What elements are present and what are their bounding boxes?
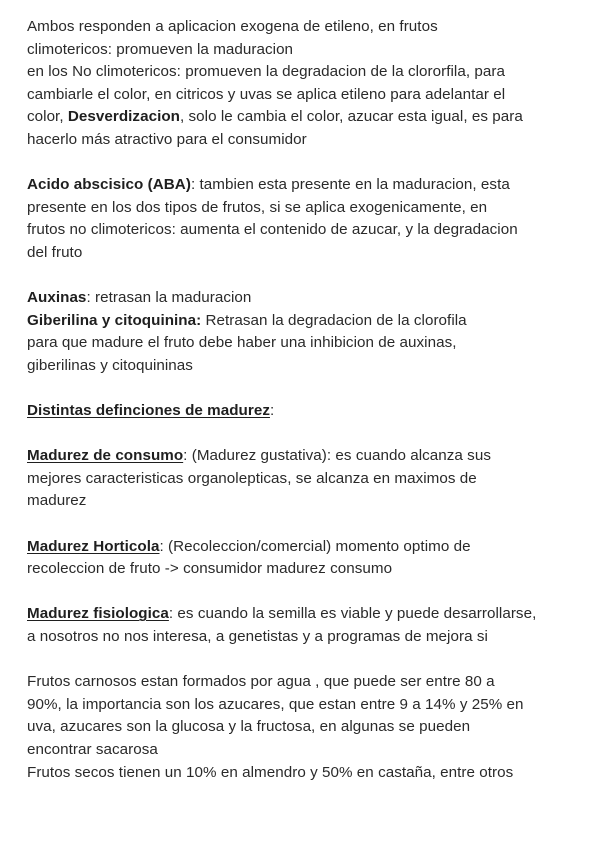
line-text: , solo le cambia el color, azucar esta igual, es para	[180, 108, 523, 126]
text-line	[27, 287, 587, 310]
underlined-bold-term: Distintas definciones de madurez	[27, 402, 270, 420]
text-line	[27, 536, 587, 559]
line-text: : tambien esta presente en la maduracion, esta	[190, 176, 510, 194]
text-line: cambiarle el color, en citricos y uvas se aplica etileno para adelantar el	[27, 85, 506, 103]
text-line: climotericos: promueven la maduracion	[27, 40, 294, 58]
text-line	[27, 603, 587, 626]
line-text: :	[269, 402, 275, 420]
underlined-bold-term: Madurez de consumo	[27, 447, 184, 465]
text-line: para que madure el fruto debe haber una inhibicion de auxinas,	[27, 334, 457, 352]
text-line: del fruto	[27, 243, 83, 261]
blank-line	[27, 265, 587, 288]
text-line: hacerlo más atractivo para el consumidor	[27, 130, 307, 148]
line-text: : (Recoleccion/comercial) momento optimo de	[159, 537, 471, 555]
text-line: a nosotros no nos interesa, a genetistas y a programas de mejora si	[27, 628, 488, 646]
blank-line	[27, 423, 587, 446]
blank-line	[27, 581, 587, 604]
text-line: recoleccion de fruto -> consumidor madurez consumo	[27, 560, 393, 578]
text-line: madurez	[27, 492, 87, 510]
text-line: Frutos carnosos estan formados por agua , que puede ser entre 80 a	[27, 673, 495, 691]
line-text: Retrasan la degradacion de la clorofila	[201, 311, 467, 329]
document-page	[27, 16, 587, 784]
text-line	[27, 174, 587, 197]
bold-term: Acido abscisico (ABA)	[27, 176, 191, 194]
text-line	[27, 310, 587, 333]
line-text: : retrasan la maduracion	[86, 289, 252, 307]
blank-line	[27, 152, 587, 175]
text-line	[27, 400, 587, 423]
text-line: 90%, la importancia son los azucares, que estan entre 9 a 14% y 25% en	[27, 695, 524, 713]
text-line: Ambos responden a aplicacion exogena de etileno, en frutos	[27, 18, 438, 35]
blank-line	[27, 649, 587, 672]
text-line: presente en los dos tipos de frutos, si se aplica exogenicamente, en	[27, 198, 488, 216]
underlined-bold-term: Madurez Horticola	[27, 537, 160, 555]
text-line: Frutos secos tienen un 10% en almendro y 50% en castaña, entre otros	[27, 763, 514, 781]
line-text: color,	[27, 108, 68, 126]
blank-line	[27, 513, 587, 536]
text-line: en los No climotericos: promueven la degradacion de la clororfila, para	[27, 63, 505, 81]
line-text: : (Madurez gustativa): es cuando alcanza sus	[183, 447, 491, 465]
text-line	[27, 445, 587, 468]
bold-term: Desverdizacion	[67, 108, 180, 126]
bold-term: Giberilina y citoquinina:	[27, 311, 202, 329]
line-text: : es cuando la semilla es viable y puede desarrollarse,	[168, 605, 537, 623]
text-line: giberilinas y citoquininas	[27, 356, 193, 374]
text-line: encontrar sacarosa	[27, 741, 158, 758]
text-line: mejores caracteristicas organolepticas, se alcanza en maximos de	[27, 469, 477, 487]
underlined-bold-term: Madurez fisiologica	[27, 605, 169, 623]
text-line: uva, azucares son la glucosa y la fructosa, en algunas se pueden	[27, 718, 471, 736]
text-line: frutos no climotericos: aumenta el contenido de azucar, y la degradacion	[27, 221, 518, 239]
text-line	[27, 106, 587, 129]
blank-line	[27, 378, 587, 401]
bold-term: Auxinas	[27, 289, 87, 307]
